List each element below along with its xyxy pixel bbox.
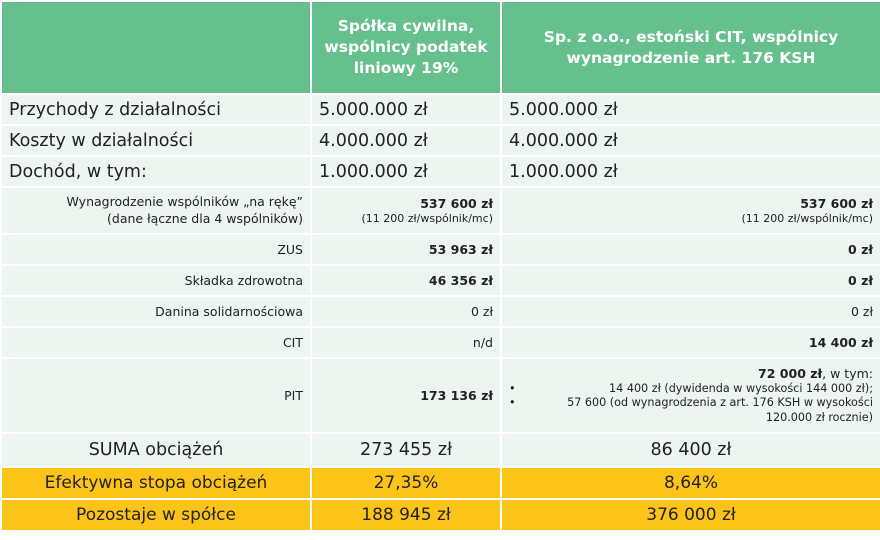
row-label: Koszty w działalności [1, 125, 311, 156]
cell-col2: 5.000.000 zł [311, 94, 501, 125]
cell-col2: n/d [311, 327, 501, 358]
row-label: CIT [1, 327, 311, 358]
row-label: Składka zdrowotna [1, 265, 311, 296]
cell-col2: 188 945 zł [311, 499, 501, 531]
pit-head [509, 366, 873, 382]
row-wynagrodzenie [1, 187, 880, 234]
cell-col3: 1.000.000 zł [501, 156, 880, 187]
note: (11 200 zł/wspólnik/mc) [741, 211, 873, 225]
row-label [1, 187, 311, 234]
cell-col3: 14 400 zł [501, 327, 880, 358]
row-label: Efektywna stopa obciążeń [1, 467, 311, 499]
cell-col3: 4.000.000 zł [501, 125, 880, 156]
header-row [1, 1, 880, 94]
header-empty-cell [1, 1, 311, 94]
header-spolka-cywilna: Spółka cywilna, wspólnicy podatek liniowy 19% [311, 1, 501, 94]
row-label: Dochód, w tym: [1, 156, 311, 187]
cell-col2: 4.000.000 zł [311, 125, 501, 156]
row-danina-solidarnosciowa [1, 296, 880, 327]
list-item: • 14 400 zł (dywidenda w wysokości 144 000 zł); [509, 382, 873, 397]
row-label: Przychody z działalności [1, 94, 311, 125]
pit-total-suffix: , w tym: [822, 365, 873, 381]
cell-col3: 5.000.000 zł [501, 94, 880, 125]
row-label: ZUS [1, 234, 311, 265]
cell-col2: 273 455 zł [311, 433, 501, 467]
pit-total: 72 000 zł [758, 365, 823, 381]
row-cit [1, 327, 880, 358]
cell-col2: 173 136 zł [311, 358, 501, 433]
cell-col3: 0 zł [501, 265, 880, 296]
row-pozostaje [1, 499, 880, 531]
label-line2: (dane łączne dla 4 wspólników) [107, 210, 303, 226]
cell-col2: 53 963 zł [311, 234, 501, 265]
row-zus [1, 234, 880, 265]
cell-col3 [501, 358, 880, 433]
row-koszty [1, 125, 880, 156]
header-spzoo-estonski-cit: Sp. z o.o., estoński CIT, wspólnicy wynagrodzenie art. 176 KSH [501, 1, 880, 94]
note: (11 200 zł/wspólnik/mc) [361, 211, 493, 225]
row-label: Danina solidarnościowa [1, 296, 311, 327]
row-efektywna-stopa [1, 467, 880, 499]
cell-col3: 8,64% [501, 467, 880, 499]
row-przychody [1, 94, 880, 125]
label-line1: Wynagrodzenie wspólników „na rękę” [66, 194, 303, 210]
row-label: PIT [1, 358, 311, 433]
row-skladka-zdrowotna [1, 265, 880, 296]
list-item: • 57 600 (od wynagrodzenia z art. 176 KSH w wysokości 120.000 zł rocznie) [509, 396, 873, 425]
value: 537 600 zł [800, 195, 873, 211]
row-label: Pozostaje w spółce [1, 499, 311, 531]
value: 537 600 zł [420, 195, 493, 211]
cell-col2: 1.000.000 zł [311, 156, 501, 187]
pit-breakdown-list [509, 382, 873, 426]
cell-col3: 376 000 zł [501, 499, 880, 531]
cell-col2: 27,35% [311, 467, 501, 499]
cell-col3: 86 400 zł [501, 433, 880, 467]
cell-col3 [501, 187, 880, 234]
cell-col2: 46 356 zł [311, 265, 501, 296]
row-dochod [1, 156, 880, 187]
cell-col3: 0 zł [501, 296, 880, 327]
cell-col2 [311, 187, 501, 234]
cell-col2: 0 zł [311, 296, 501, 327]
row-suma [1, 433, 880, 467]
row-pit [1, 358, 880, 433]
row-label: SUMA obciążeń [1, 433, 311, 467]
cell-col3: 0 zł [501, 234, 880, 265]
